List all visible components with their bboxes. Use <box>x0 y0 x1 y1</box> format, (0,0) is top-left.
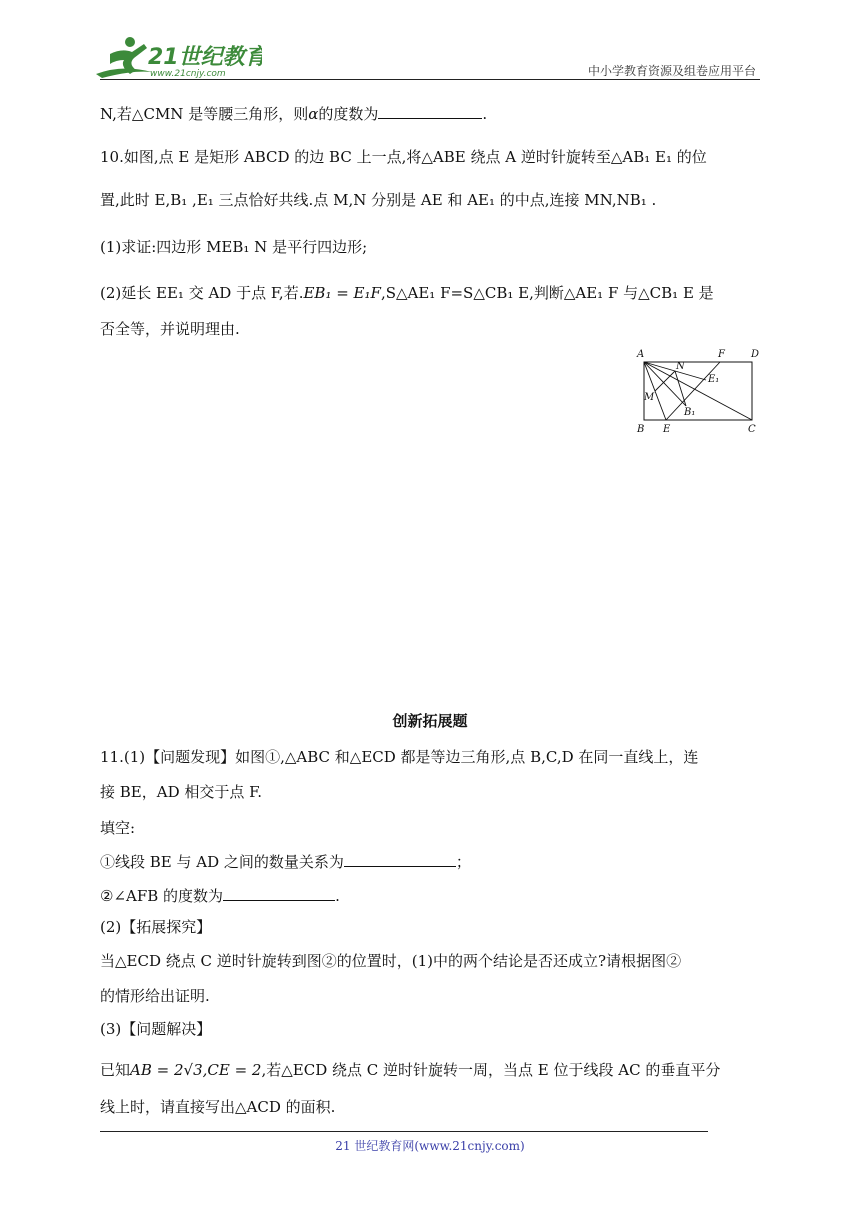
question-11-part3-title: (3)【问题解决】 <box>100 1020 212 1038</box>
question-11-part3-line2: 线上时，请直接写出△ACD 的面积. <box>100 1098 336 1116</box>
question-11-fill-2: ②∠AFB 的度数为 . <box>100 887 340 905</box>
label-B1: B₁ <box>684 407 696 418</box>
label-M: M <box>644 392 655 403</box>
label-N: N <box>676 361 685 372</box>
question-11-part2-line2: 的情形给出证明. <box>100 987 210 1005</box>
question-11-stem-line2: 接 BE，AD 相交于点 F. <box>100 783 262 801</box>
answer-blank <box>223 886 335 901</box>
label-F: F <box>718 349 725 360</box>
answer-blank <box>378 104 482 119</box>
site-logo <box>92 34 262 80</box>
logo-text: 21世纪教育 <box>148 45 262 70</box>
footer-text: 21 世纪教育网(www.21cnjy.com) <box>335 1139 525 1153</box>
label-B: B <box>637 424 645 435</box>
question-11-part2-title: (2)【拓展探究】 <box>100 918 212 936</box>
platform-name: 中小学教育资源及组卷应用平台 <box>587 64 756 78</box>
section-title: 创新拓展题 <box>392 712 468 730</box>
footer-divider <box>100 1131 708 1132</box>
question-9-tail: N,若△CMN 是等腰三角形，则α的度数为 . <box>100 105 488 123</box>
rectangle-rotation-figure <box>634 344 762 436</box>
question-11-part2-line1: 当△ECD 绕点 C 逆时针旋转到图②的位置时，(1)中的两个结论是否还成立?请根据图② <box>100 952 682 970</box>
label-C: C <box>748 424 756 435</box>
label-A: A <box>637 349 645 360</box>
label-E1: E₁ <box>708 374 720 385</box>
header-divider <box>100 79 760 80</box>
question-10-part1: (1)求证:四边形 MEB₁ N 是平行四边形; <box>100 238 368 256</box>
question-11-stem-line1: 11.(1)【问题发现】如图①,△ABC 和△ECD 都是等边三角形,点 B,C,D 在同一直线上，连 <box>100 748 699 766</box>
label-E: E <box>663 424 671 435</box>
logo-url: www.21cnjy.com <box>150 69 226 79</box>
question-10-part2-line2: 否全等，并说明理由. <box>100 320 240 338</box>
question-10-stem-line2: 置,此时 E,B₁ ,E₁ 三点恰好共线.点 M,N 分别是 AE 和 AE₁ 的中点,连接 MN,NB₁ . <box>100 191 657 209</box>
question-11-fill-label: 填空: <box>100 819 136 837</box>
question-10-stem-line1: 10.如图,点 E 是矩形 ABCD 的边 BC 上一点,将△ABE 绕点 A 逆时针旋转至△AB₁ E₁ 的位 <box>100 148 707 166</box>
answer-blank <box>344 852 456 867</box>
question-11-part3-line1: 已知AB = 2√3,CE = 2,若△ECD 绕点 C 逆时针旋转一周，当点 E 位于线段 AC 的垂直平分 <box>100 1061 721 1079</box>
question-11-fill-1: ①线段 BE 与 AD 之间的数量关系为 ； <box>100 853 471 871</box>
label-D: D <box>751 349 760 360</box>
question-10-part2-line1: (2)延长 EE₁ 交 AD 于点 F,若.EB₁ = E₁F,S△AE₁ F=S△CB₁ E,判断△AE₁ F 与△CB₁ E 是 <box>100 284 714 302</box>
